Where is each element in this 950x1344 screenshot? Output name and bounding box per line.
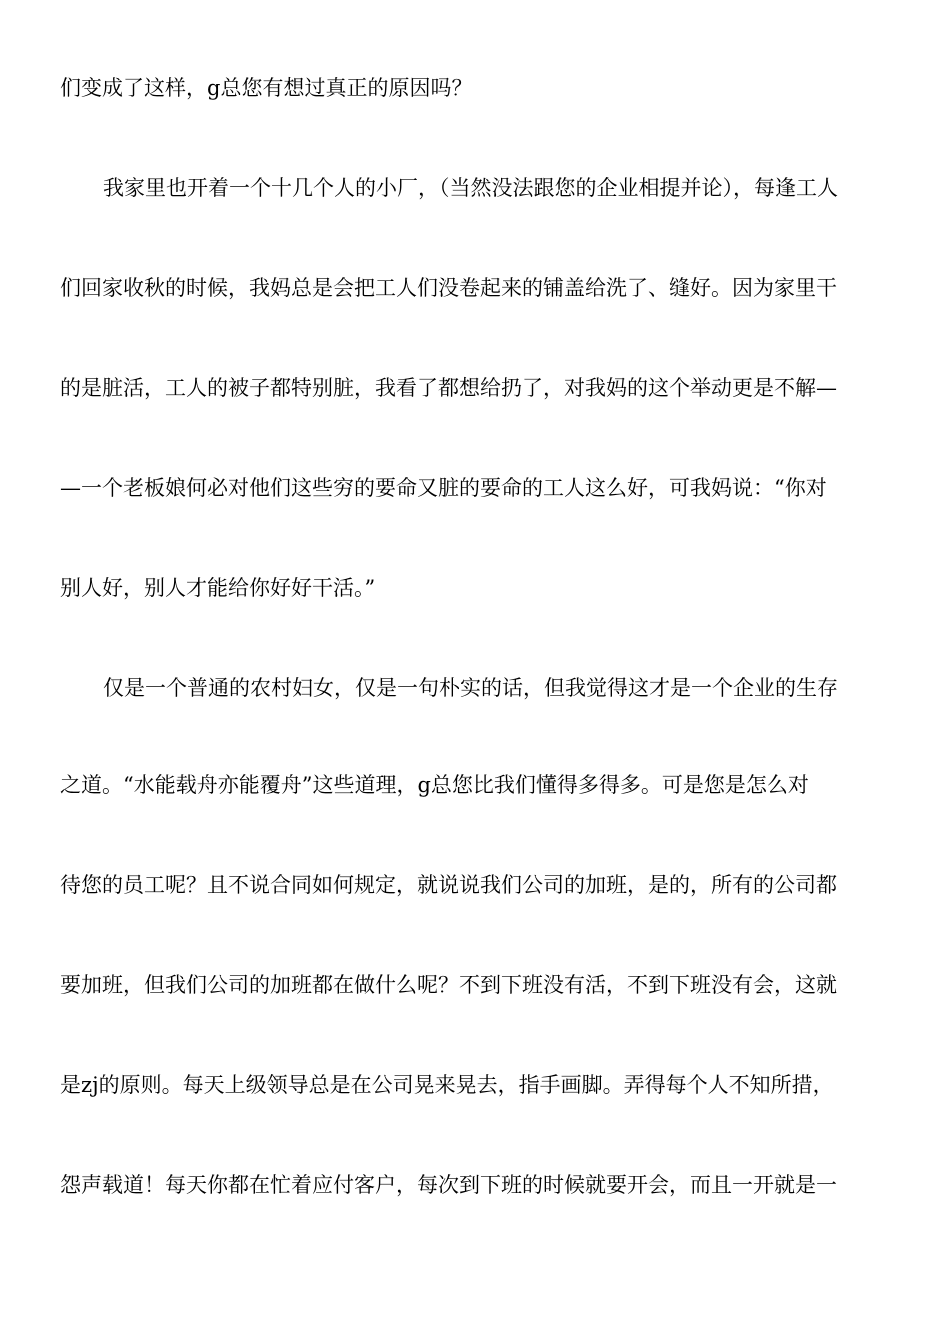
paragraph-line-11: 是zj的原则。每天上级领导总是在公司晃来晃去，指手画脚。弄得每个人不知所措， — [60, 1073, 834, 1097]
paragraph-line-1: 们变成了这样，g总您有想过真正的原因吗？ — [60, 76, 473, 100]
paragraph-line-2: 我家里也开着一个十几个人的小厂，（当然没法跟您的企业相提并论），每逢工人 — [103, 176, 838, 200]
paragraph-line-9: 待您的员工呢？且不说合同如何规定，就说说我们公司的加班，是的，所有的公司都 — [60, 873, 837, 897]
paragraph-line-3: 们回家收秋的时候，我妈总是会把工人们没卷起来的铺盖给洗了、缝好。因为家里干 — [60, 276, 837, 300]
paragraph-line-5: —一个老板娘何必对他们这些穷的要命又脏的要命的工人这么好，可我妈说：“你对 — [60, 476, 827, 500]
paragraph-line-6: 别人好，别人才能给你好好干活。” — [60, 576, 376, 600]
paragraph-line-10: 要加班，但我们公司的加班都在做什么呢？不到下班没有活，不到下班没有会，这就 — [60, 973, 837, 997]
paragraph-line-8: 之道。“水能载舟亦能覆舟”这些道理，g总您比我们懂得多得多。可是您是怎么对 — [60, 773, 809, 797]
paragraph-line-4: 的是脏活，工人的被子都特别脏，我看了都想给扔了，对我妈的这个举动更是不解— — [60, 376, 837, 400]
paragraph-line-12: 怨声载道！每天你都在忙着应付客户，每次到下班的时候就要开会，而且一开就是一 — [60, 1173, 837, 1197]
paragraph-line-7: 仅是一个普通的农村妇女，仅是一句朴实的话，但我觉得这才是一个企业的生存 — [103, 676, 838, 700]
